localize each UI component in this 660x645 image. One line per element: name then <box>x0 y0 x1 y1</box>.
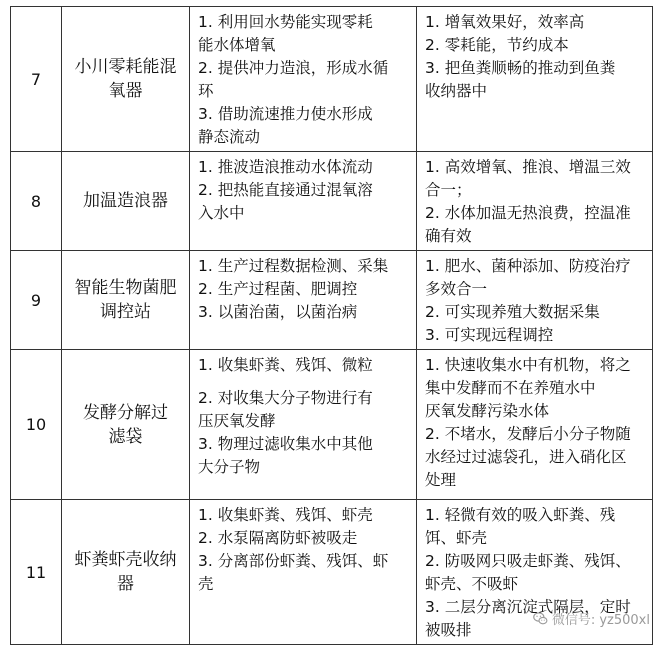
row-number-cell <box>11 350 62 500</box>
watermark-text: 微信号: yz500xl <box>551 613 650 628</box>
advantage-line: 3. 可实现远程调控 <box>425 326 554 344</box>
advantage-cell <box>417 7 653 152</box>
device-name-line: 加温造浪器 <box>83 191 168 211</box>
device-name-line: 小川零耗能混 <box>74 57 177 77</box>
function-line <box>198 377 412 387</box>
device-name-line: 器 <box>117 574 134 594</box>
advantage-line: 收纳器中 <box>425 82 488 100</box>
table-row <box>11 251 653 350</box>
advantage-line: 3. 二层分离沉淀式隔层，定时 <box>425 598 631 616</box>
device-name-line: 虾粪虾壳收纳 <box>74 550 177 570</box>
advantage-line: 2. 可实现养殖大数据采集 <box>425 303 600 321</box>
table-body <box>11 7 653 645</box>
function-line: 2. 把热能直接通过混氧溶 <box>198 181 373 199</box>
device-name-cell <box>62 350 190 500</box>
function-line: 3. 物理过滤收集水中其他 <box>198 435 373 453</box>
row-number-cell <box>11 7 62 152</box>
advantage-line: 1. 肥水、菌种添加、防疫治疗 <box>425 257 631 275</box>
row-number-cell <box>11 152 62 251</box>
function-line: 1. 收集虾粪、残饵、虾壳 <box>198 506 373 524</box>
device-name-line: 发酵分解过 <box>83 402 168 423</box>
advantage-line: 水经过过滤袋孔，进入硝化区 <box>425 448 627 466</box>
advantage-line: 1. 轻微有效的吸入虾粪、残 <box>425 506 616 524</box>
function-cell <box>190 251 417 350</box>
equipment-table <box>10 6 653 645</box>
function-line: 1. 推波造浪推动水体流动 <box>198 158 373 176</box>
function-line: 入水中 <box>198 204 245 222</box>
advantage-line: 厌氧发酵污染水体 <box>425 402 550 420</box>
device-name-line: 滤袋 <box>108 426 143 447</box>
function-line: 壳 <box>198 575 214 593</box>
device-name-cell <box>62 7 190 152</box>
device-name-cell <box>62 500 190 645</box>
function-cell <box>190 500 417 645</box>
function-cell <box>190 350 417 500</box>
advantage-line: 被吸排 <box>425 621 472 639</box>
advantage-line: 处理 <box>425 471 457 489</box>
advantage-line: 1. 增氧效果好，效率高 <box>425 13 585 31</box>
table-row <box>11 152 653 251</box>
function-line: 3. 分离部份虾粪、残饵、虾 <box>198 552 389 570</box>
function-cell <box>190 7 417 152</box>
function-line: 2. 生产过程菌、肥调控 <box>198 280 358 298</box>
advantage-line: 饵、虾壳 <box>425 529 488 547</box>
advantage-line: 多效合一 <box>425 280 488 298</box>
advantage-line: 3. 把鱼粪顺畅的推动到鱼粪 <box>425 59 616 77</box>
function-line: 环 <box>198 82 214 100</box>
device-name-line: 调控站 <box>100 302 151 322</box>
row-number: 9 <box>30 290 42 310</box>
function-line: 1. 收集虾粪、残饵、微粒 <box>198 356 373 374</box>
device-name-line: 智能生物菌肥 <box>74 278 177 298</box>
advantage-cell <box>417 350 653 500</box>
function-line: 2. 提供冲力造浪，形成水循 <box>198 59 389 77</box>
function-line: 2. 水泵隔离防虾被吸走 <box>198 529 358 547</box>
function-line: 1. 利用回水势能实现零耗 <box>198 13 373 31</box>
device-name-cell <box>62 251 190 350</box>
function-line: 2. 对收集大分子物进行有 <box>198 389 373 407</box>
advantage-cell <box>417 251 653 350</box>
function-line: 能水体增氧 <box>198 36 276 54</box>
function-line: 静态流动 <box>198 128 261 146</box>
row-number: 11 <box>25 562 47 582</box>
advantage-line: 集中发酵而不在养殖水中 <box>425 379 596 397</box>
advantage-line: 合一； <box>425 181 472 199</box>
row-number: 8 <box>30 191 42 211</box>
advantage-line: 1. 快速收集水中有机物，将之 <box>425 356 631 374</box>
advantage-cell <box>417 152 653 251</box>
row-number: 7 <box>30 69 42 89</box>
function-line: 3. 借助流速推力使水形成 <box>198 105 373 123</box>
function-line: 1. 生产过程数据检测、采集 <box>198 257 389 275</box>
advantage-line: 2. 防吸网只吸走虾粪、残饵、 <box>425 552 631 570</box>
advantage-line: 2. 水体加温无热浪费，控温准 <box>425 204 631 222</box>
advantage-line: 2. 零耗能，节约成本 <box>425 36 569 54</box>
table-row <box>11 350 653 500</box>
watermark <box>533 609 650 628</box>
function-line: 3. 以菌治菌，以菌治病 <box>198 303 358 321</box>
function-line: 大分子物 <box>198 458 261 476</box>
function-line: 压厌氧发酵 <box>198 412 276 430</box>
table-row <box>11 7 653 152</box>
advantage-line: 2. 不堵水，发酵后小分子物随 <box>425 425 631 443</box>
function-cell <box>190 152 417 251</box>
device-name-line: 氧器 <box>108 81 143 101</box>
row-number: 10 <box>25 415 47 434</box>
device-name-cell <box>62 152 190 251</box>
advantage-line: 1. 高效增氧、推浪、增温三效 <box>425 158 631 176</box>
row-number-cell <box>11 251 62 350</box>
advantage-line: 虾壳、不吸虾 <box>425 575 519 593</box>
row-number-cell <box>11 500 62 645</box>
wechat-icon <box>533 611 548 626</box>
advantage-line: 确有效 <box>425 227 472 245</box>
